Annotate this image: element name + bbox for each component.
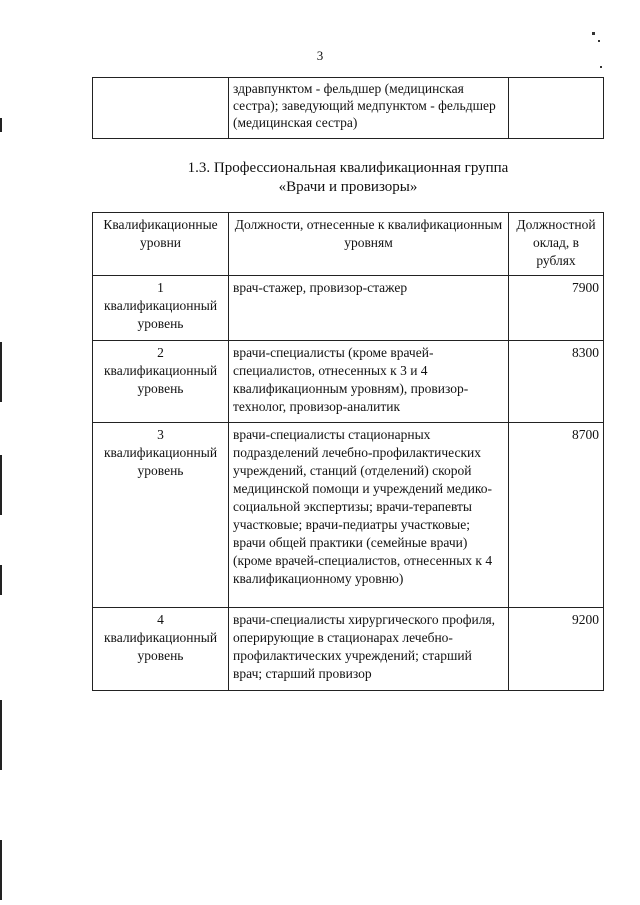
salary-cell: 7900 [509,276,604,341]
scan-speck [592,32,595,35]
continuation-cell-level [93,78,229,139]
table-row [93,341,604,423]
table-row [93,423,604,608]
scan-edge-mark [0,118,2,132]
page-number: 3 [316,48,324,63]
scan-edge-mark [0,342,2,402]
positions-cell: врачи-специалисты (кроме врачей-специалистов, отнесенных к 3 и 4 квалификационным уровням), провизор-технолог, провизор-аналитик [229,341,509,423]
salary-cell: 8700 [509,423,604,608]
level-cell [93,341,229,423]
positions-cell: врач-стажер, провизор-стажер [229,276,509,341]
continuation-cell-salary [509,78,604,139]
section-heading [92,159,604,197]
scan-edge-mark [0,455,2,515]
positions-cell: врачи-специалисты стационарных подразделений лечебно-профилактических учреждений, станций (отделений) скорой медицинской помощи и учреждений медико-социальной экспертизы; врачи-терапевты участковые; врачи-педиатры участковые; врачи общей практики (семейные врачи) (кроме врачей-специалистов, отнесенных к 4 квалификационному уровню) [229,423,509,608]
header-salary: Должностной оклад, в рублях [509,213,604,276]
table-row [93,608,604,691]
qualification-table [92,212,604,691]
table-header-row [93,213,604,276]
level-number: 3 [157,427,164,442]
header-positions: Должности, отнесенные к квалификационным уровням [229,213,509,276]
section-heading-line1: 1.3. Профессиональная квалификационная группа [187,160,509,176]
level-label: квалификационный уровень [103,630,218,663]
scan-edge-mark [0,840,2,900]
level-label: квалификационный уровень [103,298,218,331]
level-cell [93,608,229,691]
salary-cell: 9200 [509,608,604,691]
level-number: 4 [157,612,164,627]
scan-speck [598,40,600,42]
continuation-table [92,77,604,139]
scan-edge-mark [0,565,2,595]
table-row [93,276,604,341]
level-number: 1 [157,280,164,295]
level-cell [93,423,229,608]
salary-cell: 8300 [509,341,604,423]
positions-cell: врачи-специалисты хирургического профиля, оперирующие в стационарах лечебно-профилактических учреждений; старший врач; старший провизор [229,608,509,691]
section-heading-line2: «Врачи и провизоры» [278,179,418,195]
level-label: квалификационный уровень [103,445,218,478]
level-number: 2 [157,345,164,360]
continuation-cell-positions: здравпунктом - фельдшер (медицинская сестра); заведующий медпунктом - фельдшер (медицинская сестра) [229,78,509,139]
scan-edge-mark [0,700,2,770]
table-row [93,78,604,139]
header-levels: Квалификационные уровни [93,213,229,276]
level-cell [93,276,229,341]
level-label: квалификационный уровень [103,363,218,396]
scan-speck [600,66,602,68]
